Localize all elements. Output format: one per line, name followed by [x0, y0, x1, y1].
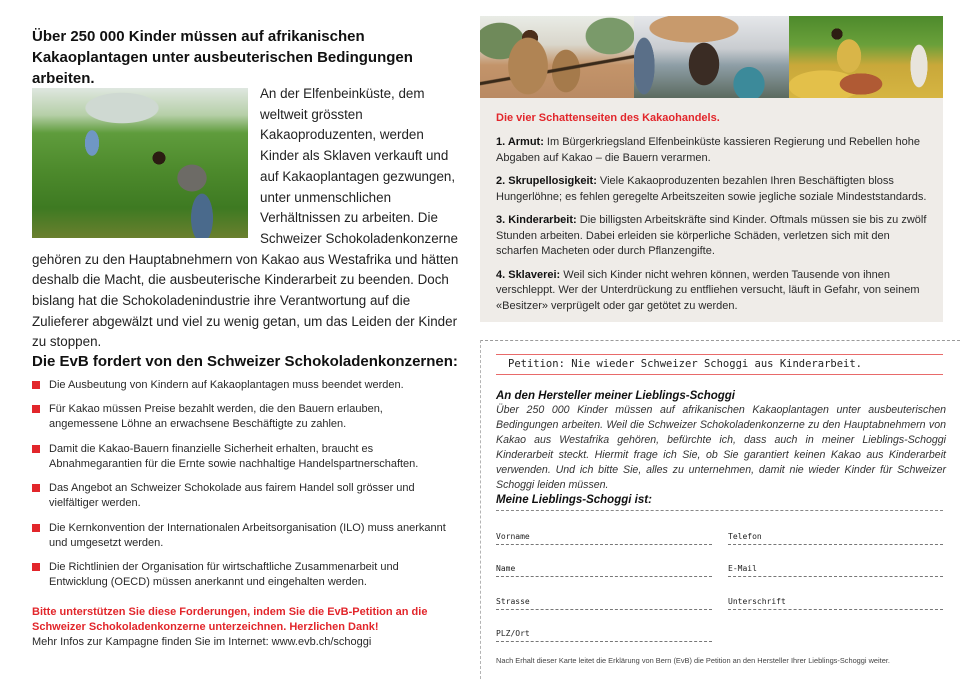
petition-footnote: Nach Erhalt dieser Karte leitet die Erklärung von Bern (EvB) die Petition an den Hersteller Ihrer Lieblings-Schoggi weiter. — [496, 656, 890, 665]
demand-text: Die Kernkonvention der Internationalen Arbeitsorganisation (ILO) muss anerkannt und umgesetzt werden. — [49, 521, 446, 549]
unterschrift-label: Unterschrift — [728, 597, 786, 606]
telefon-label: Telefon — [728, 532, 762, 541]
demand-item — [32, 378, 452, 393]
demands-title: Die EvB fordert von den Schweizer Schokoladenkonzernen: — [32, 353, 458, 370]
letter-body: Über 250 000 Kinder müssen auf afrikanischen Kakaoplantagen unter ausbeuterischen Bedingungen arbeiten. Weil die Schweizer Schokoladenkonzerne zu den Hauptabnehmern von Kakao aus Westafrika gehören, befürchte ich, dass auch in meiner Lieblings-Schoggi Kinderarbeit steckt. Hiermit frage ich Sie, ob Sie garantiert keinen Kakao aus Kinderarbeit verwenden. Und ich bitte Sie, alles zu unternehmen, damit nie wieder Kinder für Schweizer Schoggi leiden müssen. — [496, 404, 946, 491]
fact-item — [496, 268, 927, 315]
fact-label: 4. Sklaverei: — [496, 268, 561, 281]
intro-text: An der Elfenbeinküste, dem weltweit grössten Kakaoproduzenten, werden Kinder als Sklaven verkauft und auf Kakaoplantagen gezwungen, unter unmenschlichen Verhältnissen zu arbeiten. Die Schweizer Schokoladenkonzerne gehören zu den Hauptabnehmern von Kakao aus Westafrika und hätten deshalb die Macht, die ausbeuterische Kinderarbeit zu beenden. Doch bislang hat die Schokoladenindustrie ihre Verantwortung auf die Zulieferer abgewälzt und viel zu wenig getan, um das Leiden der Kinder zu stoppen. — [32, 86, 459, 350]
fact-text: Die billigsten Arbeitskräfte sind Kinder. Oftmals müssen sie bis zu zwölf Stunden arbeiten. Dabei erleiden sie körperliche Schäden, verletzen sich mit den scharfen Macheten oder durch Pflanzengifte. — [496, 214, 927, 257]
red-square-bullet-icon — [32, 445, 40, 453]
email-label: E-Mail — [728, 564, 757, 573]
name-label: Name — [496, 564, 516, 573]
page-headline: Über 250 000 Kinder müssen auf afrikanischen Kakaoplantagen unter ausbeuterischen Bedingungen arbeiten. — [32, 28, 413, 87]
vorname-label: Vorname — [496, 532, 530, 541]
fact-text: Im Bürgerkriegsland Elfenbeinküste kassieren Regierung und Rebellen hohe Abgaben auf Kakao – die Bauern verarmen. — [496, 136, 920, 164]
fact-label: 2. Skrupellosigkeit: — [496, 175, 597, 187]
email-field[interactable] — [728, 563, 943, 577]
cocoa-harvest-photo — [789, 16, 943, 98]
demand-item — [32, 442, 452, 472]
demand-item — [32, 481, 452, 511]
plz-ort-field[interactable] — [496, 628, 712, 642]
demand-text: Die Ausbeutung von Kindern auf Kakaoplantagen muss beendet werden. — [49, 379, 404, 391]
fact-item — [496, 135, 927, 166]
red-square-bullet-icon — [32, 524, 40, 532]
letter-heading: An den Hersteller meiner Lieblings-Schoggi — [496, 390, 735, 402]
petition-banner: Petition: Nie wieder Schweizer Schoggi aus Kinderarbeit. — [496, 354, 943, 375]
fact-text: Weil sich Kinder nicht wehren können, werden Tausende von ihnen verschleppt. Wer der Unterdrückung zu entfliehen versucht, läuft in Gefahr, von seinem «Besitzer» verprügelt oder gar getötet zu werden. — [496, 268, 920, 312]
fact-label: 3. Kinderarbeit: — [496, 214, 577, 226]
photo-strip — [480, 16, 943, 98]
unterschrift-field[interactable] — [728, 596, 943, 610]
red-square-bullet-icon — [32, 484, 40, 492]
red-square-bullet-icon — [32, 405, 40, 413]
fact-text: Viele Kakaoproduzenten bezahlen Ihren Beschäftigten bloss Hungerlöhne; es fehlen geregelte Arbeitszeiten sowie jegliche soziale Mindeststandards. — [496, 175, 927, 203]
strasse-field[interactable] — [496, 596, 712, 610]
plz-ort-label: PLZ/Ort — [496, 629, 530, 638]
armed-rebels-photo — [480, 16, 634, 98]
fact-item — [496, 174, 927, 205]
sack-carrier-photo — [634, 16, 789, 98]
red-square-bullet-icon — [32, 563, 40, 571]
facts-box — [480, 98, 943, 322]
intro-section — [32, 84, 462, 353]
demand-item — [32, 402, 452, 432]
strasse-label: Strasse — [496, 597, 530, 606]
fact-label: 1. Armut: — [496, 136, 544, 148]
favorite-chocolate-field[interactable] — [496, 510, 943, 511]
red-square-bullet-icon — [32, 381, 40, 389]
demand-item — [32, 521, 452, 551]
cut-line-top — [480, 340, 960, 341]
demand-text: Das Angebot an Schweizer Schokolade aus fairem Handel soll grösser und vielfältiger werden. — [49, 482, 415, 510]
cut-line-left — [480, 340, 481, 679]
more-info-link[interactable]: Mehr Infos zur Kampagne finden Sie im Internet: www.evb.ch/schoggi — [32, 636, 372, 648]
telefon-field[interactable] — [728, 531, 943, 545]
photo-spacer — [32, 84, 260, 236]
fact-item — [496, 213, 927, 260]
demand-text: Die Richtlinien der Organisation für wirtschaftliche Zusammenarbeit und Entwicklung (OECD) müssen anerkannt und eingehalten werden. — [49, 560, 399, 588]
demand-text: Damit die Kakao-Bauern finanzielle Sicherheit erhalten, braucht es Abnahmegarantien für die Ernte sowie nachhaltige Handelspartnerschaften. — [49, 442, 419, 470]
demand-text: Für Kakao müssen Preise bezahlt werden, die den Bauern erlauben, angemessene Löhne an erwachsene Beschäftigte zu zahlen. — [49, 403, 383, 431]
demands-list — [32, 378, 452, 599]
favorite-chocolate-label: Meine Lieblings-Schoggi ist: — [496, 494, 652, 506]
vorname-field[interactable] — [496, 531, 712, 545]
support-appeal: Bitte unterstützen Sie diese Forderungen, indem Sie die EvB-Petition an die Schweizer Schokoladenkonzerne unterzeichnen. Herzlichen Dank! — [32, 606, 428, 633]
name-field[interactable] — [496, 563, 712, 577]
demand-item — [32, 560, 452, 590]
facts-title: Die vier Schattenseiten des Kakaohandels. — [496, 112, 720, 124]
